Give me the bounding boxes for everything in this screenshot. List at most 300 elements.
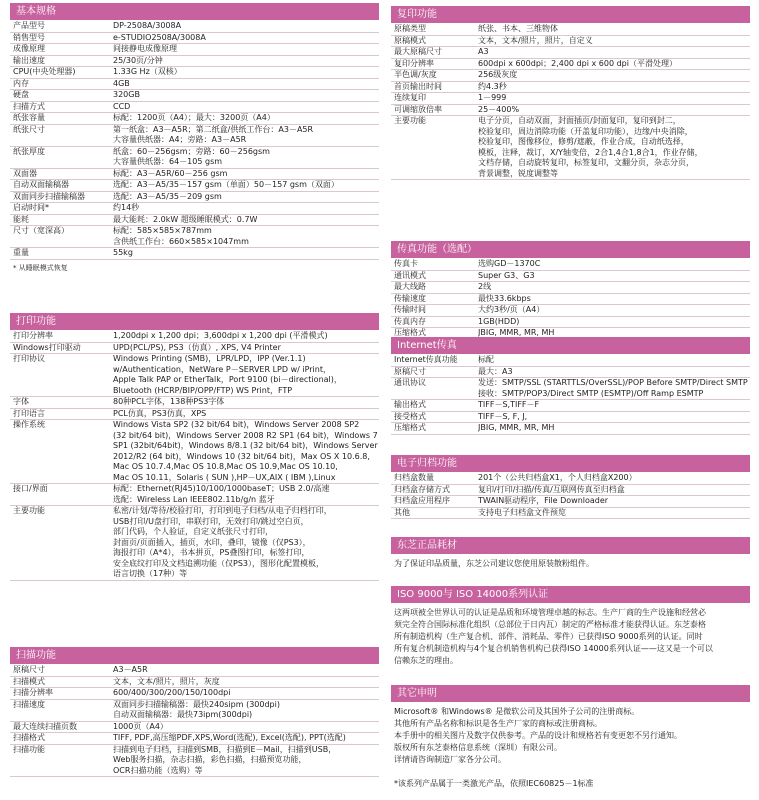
spec-key: 通讯模式 [394,270,426,280]
spec-value [113,113,379,124]
spec-value-line: 间接静电成像原理 [113,44,177,53]
spec-value-line: 256级灰度 [478,70,518,79]
spec-value [113,665,379,676]
spec-value-line: 25－400% [478,104,520,114]
section-ifax [391,337,750,435]
spec-value-line: Mac OS 10.7.4,Mac OS 10.8,Mac OS 10.9,Mac OS 10.10, [113,462,338,471]
spec-value-line: 私密/计划/等待/校验打印，打印到电子归档/从电子归档打印， [113,506,332,515]
spec-value-line: A3－A5R [113,665,148,674]
spec-key: 归档盒存储方式 [394,484,450,494]
spec-value-line: 大容量供纸器：A4；旁路：A3－A5R [113,135,247,144]
spec-value-line: 2线 [478,282,492,291]
spec-value [478,305,750,316]
text-line: 信赖东芝的理由。 [394,656,458,665]
spec-value-line: 电子分页，自动双面，封面插页/封面复印，复印到封二， [478,116,681,125]
spec-row [10,203,379,215]
spec-key: 扫描方式 [13,101,45,111]
spec-value [113,44,379,55]
spec-key: 连续复印 [394,93,426,102]
spec-value-line: 双面同步扫描输稿器：最快240sipm (300dpi) [113,699,280,709]
spec-value-line: 1.33G Hz（双核） [113,67,182,76]
spec-value [113,409,379,420]
spec-key: 传真卡 [394,259,418,268]
spec-value-line: 选配：Wireless Lan IEEE802.11b/g/n 蓝牙 [113,494,275,504]
spec-value-line: Bluetooth (HCRP/BIP/OPP/FTP) WS Print，FTP [113,385,293,395]
spec-value [478,485,750,496]
spec-key: 扫描功能 [13,744,45,754]
spec-row [10,484,379,506]
spec-value-line: 最快33.6kbps [478,293,531,303]
spec-value [113,688,379,699]
spec-value [478,473,750,484]
spec-key: 纸张尺寸 [13,124,45,134]
spec-value-line: 1GB(HDD) [478,316,520,326]
spec-value-line: Apple Talk PAP or EtherTalk，Port 9100 (bi－directional)， [113,375,342,384]
spec-key: 打印协议 [13,354,45,363]
spec-row [10,169,379,181]
spec-value-line: TWAIN驱动程序，File Downloader [478,496,609,505]
spec-value-line: Mac OS 10.11，Solaris ( SUN ),HP－UX,AIX ( IBM ),Linux [113,472,336,482]
spec-value-line: 标配：1200页（A4）；最大：3200页（A4） [113,113,275,122]
spec-row [10,331,379,343]
spec-value-line: 1000页（A4） [113,721,168,731]
spec-row [391,24,750,36]
spec-value-line: USB打印/U盘打印，串联打印，无效打印/跳过空白页， [113,516,309,526]
section-basic [10,3,379,273]
spec-row [10,102,379,114]
spec-row [391,400,750,412]
spec-key: 扫描速度 [13,699,45,709]
spec-value-line: TIFF－S,TIFF－F [478,400,540,409]
spec-value-line: 纸张、书本、三维物体 [478,24,558,33]
spec-key: 最大连续扫描页数 [13,721,77,731]
spec-value-line: 校验复印，周边消除功能（开盖复印功能），边缘/中央消除， [478,126,693,136]
spec-value-line: 文档存储，自动旋转复印，标签复印，文翻分页，杂志分页， [478,158,694,167]
spec-value [478,496,750,507]
spec-key: 重量 [13,248,29,257]
spec-value [478,367,750,378]
spec-value-line: 大容量供纸器：64－105 gsm [113,157,223,166]
spec-value-line: 第一纸盒：A3－A5R；第二纸盒/供纸工作台：A3－A5R [113,124,314,134]
spec-row [391,485,750,497]
spec-key: CPU(中央处理器) [13,67,76,76]
spec-value [113,180,379,191]
spec-row [391,47,750,59]
spec-key: 接受格式 [394,411,426,421]
spec-value-line: TIFF－S, F, J, [478,411,528,421]
spec-value-line: TIFF, PDF,高压缩PDF,XPS,Word(选配), Excel(选配), PPT(选配) [113,733,346,742]
spec-value-line: 55kg [113,248,133,257]
spec-key: 纸张厚度 [13,146,45,156]
spec-row [10,700,379,722]
spec-row [10,397,379,409]
spec-row [391,105,750,117]
spec-key: 扫描分辨率 [13,688,53,697]
section-title: 打印功能 [10,313,379,330]
spec-value [113,397,379,408]
spec-table [10,331,379,581]
spec-table [391,259,750,340]
spec-value [478,59,750,70]
spec-row [391,82,750,94]
spec-value-line: JBIG, MMR, MR, MH [478,328,555,337]
spec-key: 尺寸（宽深高） [13,226,69,235]
spec-value [478,317,750,328]
spec-value [113,147,379,168]
spec-key: 打印分辨率 [13,331,53,340]
spec-row [391,70,750,82]
spec-value [478,508,750,519]
spec-row [10,420,379,484]
spec-key: 接口/界面 [13,484,48,493]
spec-key: 传真内存 [394,316,426,326]
spec-value-line: JBIG, MMR, MR, MH [478,423,555,432]
spec-value-line: UPD(PCL/PS), PS3（仿真）, XPS, V4 Printer [113,342,281,352]
spec-key: 字体 [13,397,29,406]
spec-row [10,665,379,677]
spec-table [391,355,750,435]
spec-value-line: 语言切换（17种）等 [113,569,188,578]
spec-key: Windows打印驱动 [13,342,81,352]
spec-value-line: Windows Printing (SMB)，LPR/LPD，IPP (Ver.1.1) [113,354,306,363]
spec-value [478,116,750,179]
spec-row [391,423,750,435]
spec-row [10,67,379,79]
spec-key: 产品型号 [13,21,45,30]
spec-value-line: Super G3、G3 [478,270,535,280]
spec-key: 首页输出时间 [394,81,442,91]
section-title: 扫描功能 [10,647,379,664]
spec-value [113,192,379,203]
spec-value [113,506,379,580]
section-scan [10,647,379,777]
spec-row [391,259,750,271]
spec-value [113,215,379,226]
spec-row [10,21,379,33]
spec-value [113,21,379,32]
spec-key: 传输速度 [394,293,426,303]
spec-value-line: 600/400/300/200/150/100dpi [113,688,231,697]
spec-row [10,33,379,45]
spec-value [478,423,750,434]
spec-key: 原稿尺寸 [13,665,45,674]
spec-row [391,367,750,379]
spec-key: 原稿模式 [394,35,426,45]
spec-value-line: 大约3秒/页（A4） [478,305,545,314]
spec-value-line: 含供纸工作台：660×585×1047mm [113,236,249,246]
spec-key: 操作系统 [13,420,45,429]
spec-value [478,82,750,93]
spec-row [391,378,750,400]
spec-key: 压缩格式 [394,423,426,432]
spec-value-line: 封面页/页面插入，插页，水印，叠印，镜像（仅PS3）， [113,537,311,547]
section-text [391,702,750,790]
spec-value [113,226,379,247]
section-print [10,313,379,581]
spec-value-line: 25/30页/分钟 [113,55,163,65]
spec-value-line: 最大：A3 [478,366,513,376]
spec-value-line: 安全底纹打印及文档追溯功能（仅PS3），图形化配置模板， [113,558,324,568]
spec-value-line: 最大能耗：2.0kW 超级睡眠模式：0.7W [113,214,258,224]
spec-row [391,294,750,306]
spec-value [113,248,379,259]
spec-value [113,420,380,483]
spec-value [113,90,379,101]
spec-value-line: PCL仿真，PS3仿真，XPS [113,408,207,418]
spec-table [391,473,750,519]
text-line: 为了保证印品质量，东芝公司建议您使用原装散粉组件。 [394,559,594,568]
section-iso [391,586,750,667]
spec-value-line: 2012/R2 (64 bit)，Windows 10 (32 bit/64 bit)，Max OS X 10.6.8, [113,451,370,461]
spec-value-line: 选配：A3－A5/35－209 gsm [113,191,222,201]
spec-row [391,473,750,485]
spec-key: 硬盘 [13,90,29,99]
section-statement [391,685,750,790]
spec-row [391,93,750,105]
text-line: 所有复合机制造机构与4个复合机销售机构已获得ISO 14000系列认证——这又是一个可以 [394,644,713,653]
spec-value [113,745,379,777]
spec-value [113,484,379,505]
spec-value-line: 海报打印（A*4），书本拼页，PS叠图打印，标签打印， [113,548,310,557]
section-title: 复印功能 [391,6,750,23]
spec-row [391,282,750,294]
spec-value-line: 约14秒 [113,203,140,212]
spec-value [478,259,750,270]
spec-value [113,56,379,67]
text-line: *该系列产品属于一类激光产品，依照IEC60825－1标准 [394,779,594,788]
text-line: 详情请咨询制造厂家各分公司。 [394,755,506,764]
spec-value-line: 背景调整，锐度调整等 [478,168,558,178]
section-title: 东芝正品耗材 [391,537,750,554]
spec-row [10,688,379,700]
spec-key: 通讯协议 [394,378,426,387]
spec-value [478,24,750,35]
spec-key: 主要功能 [394,116,426,125]
spec-value [478,400,750,411]
section-title: 基本规格 [10,3,379,20]
spec-row [10,354,379,397]
spec-value [478,271,750,282]
spec-row [10,722,379,734]
spec-value [478,378,750,399]
spec-value-line: (32 bit/64 bit)，Windows Server 2008 R2 SP1 (64 bit)，Windows 7 [113,430,378,440]
spec-key: 纸张容量 [13,113,45,122]
spec-key: 销售型号 [13,32,45,42]
spec-value-line: 复印/打印/扫描/传真/互联网传真至归档盒 [478,484,625,494]
spec-value-line: 标配 [478,355,494,364]
spec-row [391,355,750,367]
spec-key: 归档盒数量 [394,473,434,482]
spec-value-line: DP-2508A/3008A [113,21,182,30]
spec-value-line: 320GB [113,90,140,99]
text-line [394,766,747,778]
spec-value-line: A3 [478,47,489,56]
spec-key: 能耗 [13,214,29,224]
spec-key: 传输时间 [394,305,426,314]
spec-value-line: 校验复印，图像移位，修剪/遮蔽，作业合成，自动纸选择， [478,137,689,146]
spec-value-line: Web服务扫描，杂志扫描，彩色扫描，扫描预览功能， [113,755,307,764]
spec-value-line: 模板，注释，裁订，X/Y轴变倍，2合1,4合1,8合1，作业存储， [478,147,703,157]
spec-key: 最大线路 [394,282,426,291]
spec-value-line: 部门代码，个人验证，自定义纸张尺寸打印， [113,527,273,536]
spec-row [10,147,379,169]
spec-key: 内存 [13,78,29,88]
spec-value [113,125,379,146]
spec-key: 其他 [394,507,410,517]
text-line: 这两项被全世界认可的认证是品质和环境管理卓越的标志。生产厂商的生产设施和经营必 [394,608,706,617]
section-title: 电子归档功能 [391,455,750,472]
spec-row [10,79,379,91]
spec-value-line: SP1 (32bit/64bit)，Windows 8/8.1 (32 bit/64 bit)，Windows Server [113,441,378,450]
spec-value-line: 选配：A3－A5/35－157 gsm（单面）50－157 gsm（双面） [113,180,339,189]
spec-value-line: w/Authentication，NetWare P－SERVER LPD w/ iPrint， [113,364,331,374]
spec-value [113,67,379,78]
spec-value [113,733,379,744]
spec-key: 自动双面输稿器 [13,180,69,189]
spec-table [10,665,379,777]
spec-row [391,317,750,329]
spec-key: 归档盒应用程序 [394,496,450,505]
spec-value-line: e-STUDIO2508A/3008A [113,32,206,42]
spec-value-line: 发送：SMTP/SSL (STARTTLS/OverSSL)/POP Before SMTP/Direct SMTP [478,378,748,387]
spec-row [10,56,379,68]
spec-value-line: 标配：Ethernet(RJ45)10/100/1000baseT；USB 2.0/高速 [113,484,330,493]
spec-row [391,59,750,71]
spec-value [113,354,379,396]
spec-key: 输出格式 [394,400,426,409]
spec-value-line: 1,200dpi x 1,200 dpi；3,600dpi x 1,200 dpi (平滑模式) [113,331,328,340]
spec-key: 扫描格式 [13,733,45,742]
spec-value [113,331,379,342]
spec-row [10,745,379,778]
spec-value-line: 约4.3秒 [478,81,507,91]
spec-value [478,93,750,104]
text-line: 所有制造机构（生产复合机、部件、消耗品、零件）已获得ISO 9000系列的认证。同时 [394,632,703,641]
section-title: Internet传真 [391,337,750,354]
spec-value [478,294,750,305]
spec-row [10,733,379,745]
spec-key: 启动时间* [13,203,49,212]
spec-key: 扫描模式 [13,676,45,686]
section-archive [391,455,750,519]
spec-value [113,700,379,721]
section-consumables [391,537,750,570]
spec-key: 半色调/灰度 [394,70,437,79]
spec-row [391,412,750,424]
spec-value-line: 接收：SMTP/POP3/Direct SMTP (ESMTP)/Off Ramp ESMTP [478,388,704,398]
spec-value-line: 4GB [113,78,130,88]
spec-row [391,305,750,317]
spec-value-line: 支持电子归档盒文件预览 [478,507,566,517]
spec-value [113,203,379,214]
spec-row [10,192,379,204]
spec-row [391,496,750,508]
spec-value-line: 文本，文本/照片，照片，自定义 [478,35,593,45]
spec-key: 复印分辨率 [394,58,434,68]
spec-row [10,215,379,227]
spec-key: 压缩格式 [394,328,426,337]
spec-row [391,116,750,180]
spec-row [10,409,379,421]
spec-value-line: 扫描到电子归档，扫描到SMB，扫描到E－Mail，扫描到USB， [113,744,337,754]
section-text [391,603,750,667]
spec-value [478,355,750,366]
text-line: 版权所有东芝泰格信息系统（深圳）有限公司。 [394,743,562,752]
spec-row [10,180,379,192]
spec-key: 打印语言 [13,408,45,418]
spec-key: 原稿类型 [394,24,426,33]
spec-key: 主要功能 [13,506,45,515]
spec-key: Internet传真功能 [394,355,458,364]
spec-value [113,677,379,688]
section-copy [391,6,750,180]
spec-row [391,36,750,48]
spec-value-line: 自动双面输稿器：最快73ipm(300dpi) [113,710,253,719]
footnote: * 从睡眠模式恢复 [13,263,68,272]
spec-value [478,70,750,81]
spec-value [478,47,750,58]
spec-row [10,113,379,125]
text-line: 本手册中的相关图片及数字仅供参考。产品的设计和规格若有变更恕不另行通知。 [394,731,682,740]
spec-value-line: 标配：585×585×787mm [113,226,212,235]
spec-row [10,343,379,355]
spec-value [113,169,379,180]
spec-value-line: OCR扫描功能（选购）等 [113,765,203,775]
spec-row [10,506,379,581]
spec-key: 输出速度 [13,55,45,65]
spec-row [10,90,379,102]
spec-value [113,33,379,44]
spec-value [113,722,379,733]
spec-row [10,677,379,689]
spec-value [113,79,379,90]
spec-value-line: 文本，文本/照片，照片，灰度 [113,676,220,686]
section-title: 其它申明 [391,685,750,702]
spec-value-line: 201个（公共归档盒X1，个人归档盒X200） [478,473,637,482]
spec-row [10,226,379,248]
section-title: ISO 9000与 ISO 14000系列认证 [391,586,750,603]
section-title: 传真功能（选配） [391,241,750,258]
spec-key: 可调缩放倍率 [394,104,442,114]
spec-key: 双面器 [13,168,37,178]
spec-table [10,21,379,260]
spec-row [10,125,379,147]
spec-key: 最大原稿尺寸 [394,47,442,56]
spec-value [113,102,379,113]
text-line: Microsoft® 和Windows® 是微软公司及其国外子公司的注册商标。 [394,707,640,716]
spec-row [391,508,750,520]
text-line: 其他所有产品名称和标识是各生产厂家的商标或注册商标。 [394,719,602,728]
spec-value [478,36,750,47]
spec-key: 原稿尺寸 [394,366,426,376]
spec-value-line: CCD [113,101,131,111]
spec-value [478,105,750,116]
spec-value-line: Windows Vista SP2 (32 bit/64 bit)，Windows Server 2008 SP2 [113,420,360,429]
spec-value-line: 标配：A3－A5R/60－256 gsm [113,168,228,178]
spec-key: 双面同步扫描输稿器 [13,191,85,201]
section-fax [391,241,750,340]
spec-value-line: 1－999 [478,93,507,102]
spec-row [10,248,379,260]
spec-value-line: 80种PCL字体，138种PS3字体 [113,397,225,406]
text-line: 须完全符合国际标准化组织（总部位于日内瓦）制定的严格标准才能获得认证。东芝泰格 [394,620,706,629]
spec-table [391,24,750,180]
spec-value [478,412,750,423]
spec-value [478,282,750,293]
section-text [391,554,750,570]
spec-value-line: 选购GD－1370C [478,259,541,268]
spec-value-line: 600dpi x 600dpi；2,400 dpi x 600 dpi（平滑处理） [478,58,677,68]
